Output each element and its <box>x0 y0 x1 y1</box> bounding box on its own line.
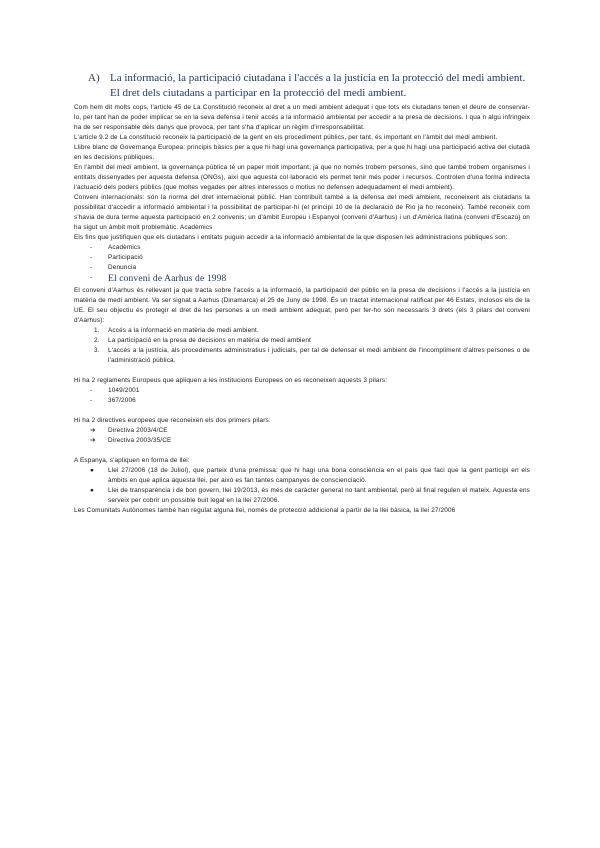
reglaments-list <box>74 386 530 406</box>
paragraph: Conveni internacionals: són la norma del dret internacional públic. Han contribuït també a la defensa del medi ambient, reconeixent als ciutadans la possibilitat d'accedir a informació ambiental i la possibilitat de participar-hi (el principi 10 de la declaració de Rio ja ho reconeix). També reconeix com s'havia de dura terme aquesta participació en 2 convenis; un d'àmbit Europeu i Espanyol (conveni d'Aarhus) i un d'Amèrica llatina (conveni d'Escazú) on ha sigut un àmbit molt problemàtic. Acadèmics <box>74 194 530 231</box>
heading-marker: A) <box>88 72 100 84</box>
paragraph: Llibre blanc de Governança Europea: principis bàsics per a que hi hagi una governança participativa, per a que hi hagi una participació activa del ciutadà en les decisions públiques. <box>74 144 530 161</box>
document-body <box>74 103 530 516</box>
list-item: - 367/2006 <box>90 397 136 404</box>
heading-text: La informació, la participació ciutadana i l'accés a la justícia en la protecció del medi ambient. El dret dels ciutadans a participar en la protecció del medi ambient. <box>110 72 526 99</box>
bullet-icon: ● <box>90 467 95 474</box>
subheading-row: - El conveni de Aarhus de 1998 <box>74 273 530 286</box>
arrow-icon: ➔ <box>90 427 96 434</box>
paragraph: En l'àmbit del medi ambient, la governança pública té un paper molt important, ja que no només trobem persones, sinó que també trobem organismes i entitats dissenyades per aquesta defensa (ONGs), així que aquesta col·laboració els permet tenir més poder i recursos. Controlen d'una forma indirecta l'actuació dels poders públics (que moltes vegades per altres interessos o motius no defensen adequadament el medi ambient). <box>74 164 530 191</box>
bullet-icon: ● <box>90 487 95 494</box>
list-item: ● Llei de transparència i de bon govern, llei 19/2013, és més de caràcter general no tant ambiental, però al final regulen el mateix. Aquesta ens serveix per cobrir un possible buit legal en la llei 27/2006. <box>90 487 530 504</box>
list-item: - Denuncia <box>90 264 137 271</box>
subheading: El conveni de Aarhus de 1998 <box>108 274 227 284</box>
list-item: 2. La participació en la presa de decisions en matèria de medi ambient <box>94 337 311 344</box>
directives-list <box>74 426 530 446</box>
paragraph: Els fins que justifiquen que els ciutadans i entitats puguin accedir a la informació ambiental de la que disposen les administracions públiques son: <box>74 234 508 241</box>
list-item: ● Llei 27/2006 (18 de Juliol), que parteix d'una premissa: que hi hagi una bona consciència en el país que faci que la gent participi en els àmbits en que aplica aquesta llei, per això es fan tantes campanyes de conscienciació. <box>90 467 530 484</box>
lleis-list <box>74 466 530 506</box>
paragraph: A Espanya, s'apliquen en forma de llei: <box>74 457 190 464</box>
list-item: ➔ Directiva 2003/4/CE <box>90 427 168 434</box>
pilars-list <box>74 326 530 366</box>
list-item: - Acadèmics <box>90 244 141 251</box>
paragraph: Com hem dit molts cops, l'article 45 de La Constitució reconeix al dret a un medi ambient adequat i que tots els ciutadans tenen el deure de conservar-lo, per tant han de poder implicar se en la seva defensa i tenir accés a la informació ambiental per accedir a la presa de decisions. I qua n algú infringeix ha de ser responsable dels danys que provoca, per tant s'ha d'aplicar un règim d'irresponsabilitat. <box>74 104 530 131</box>
paragraph: Les Comunitats Autònomes també han regulat alguna llei, només de protecció addicional a partir de la llei bàsica, la llei 27/2006 <box>74 507 456 514</box>
list-item: 3. L'accés a la justícia, als procediments administratius i judicials, per tal de defensar el medi ambient de l'incompliment d'altres persones o de l'administració pública. <box>94 347 530 364</box>
fins-list <box>74 243 530 273</box>
paragraph: L'article 9.2 de La constitució reconeix la participació de la gent en els procediment públics, per tant, és important en l'àmbit del medi ambient. <box>74 134 498 141</box>
paragraph: Hi ha 2 reglaments Europeus que apliquen a les institucions Europees on es reconeixen aquests 3 pilars: <box>74 377 388 384</box>
list-item: - Participació <box>90 254 143 261</box>
list-item: ➔ Directiva 2003/35/CE <box>90 437 172 444</box>
section-heading <box>88 71 528 100</box>
paragraph: El conveni d'Aarhus és rellevant ja que tracta sobre l'accés a la informació, la participació del públic en la presa de decisions i l'accés a la justícia en matèria de medi ambient. Va ser signat a Aarhus (Dinamarca) el 25 de Juny de 1998. És un tractat internacional ratificat per 46 Estats, inclosos els de la UE. El seu objectiu és protegir el dret de les persones a un medi ambient adequat, però per fer-ho són necessaris 3 drets (els 3 pilars del conveni d'Aarhus): <box>74 287 530 324</box>
paragraph: Hi ha 2 directives europees que reconeixen els dos primers pilars: <box>74 417 271 424</box>
list-item: - 1049/2001 <box>90 387 140 394</box>
arrow-icon: ➔ <box>90 437 96 444</box>
list-item: 1. Accés a la informació en matèria de medi ambient. <box>94 327 259 334</box>
